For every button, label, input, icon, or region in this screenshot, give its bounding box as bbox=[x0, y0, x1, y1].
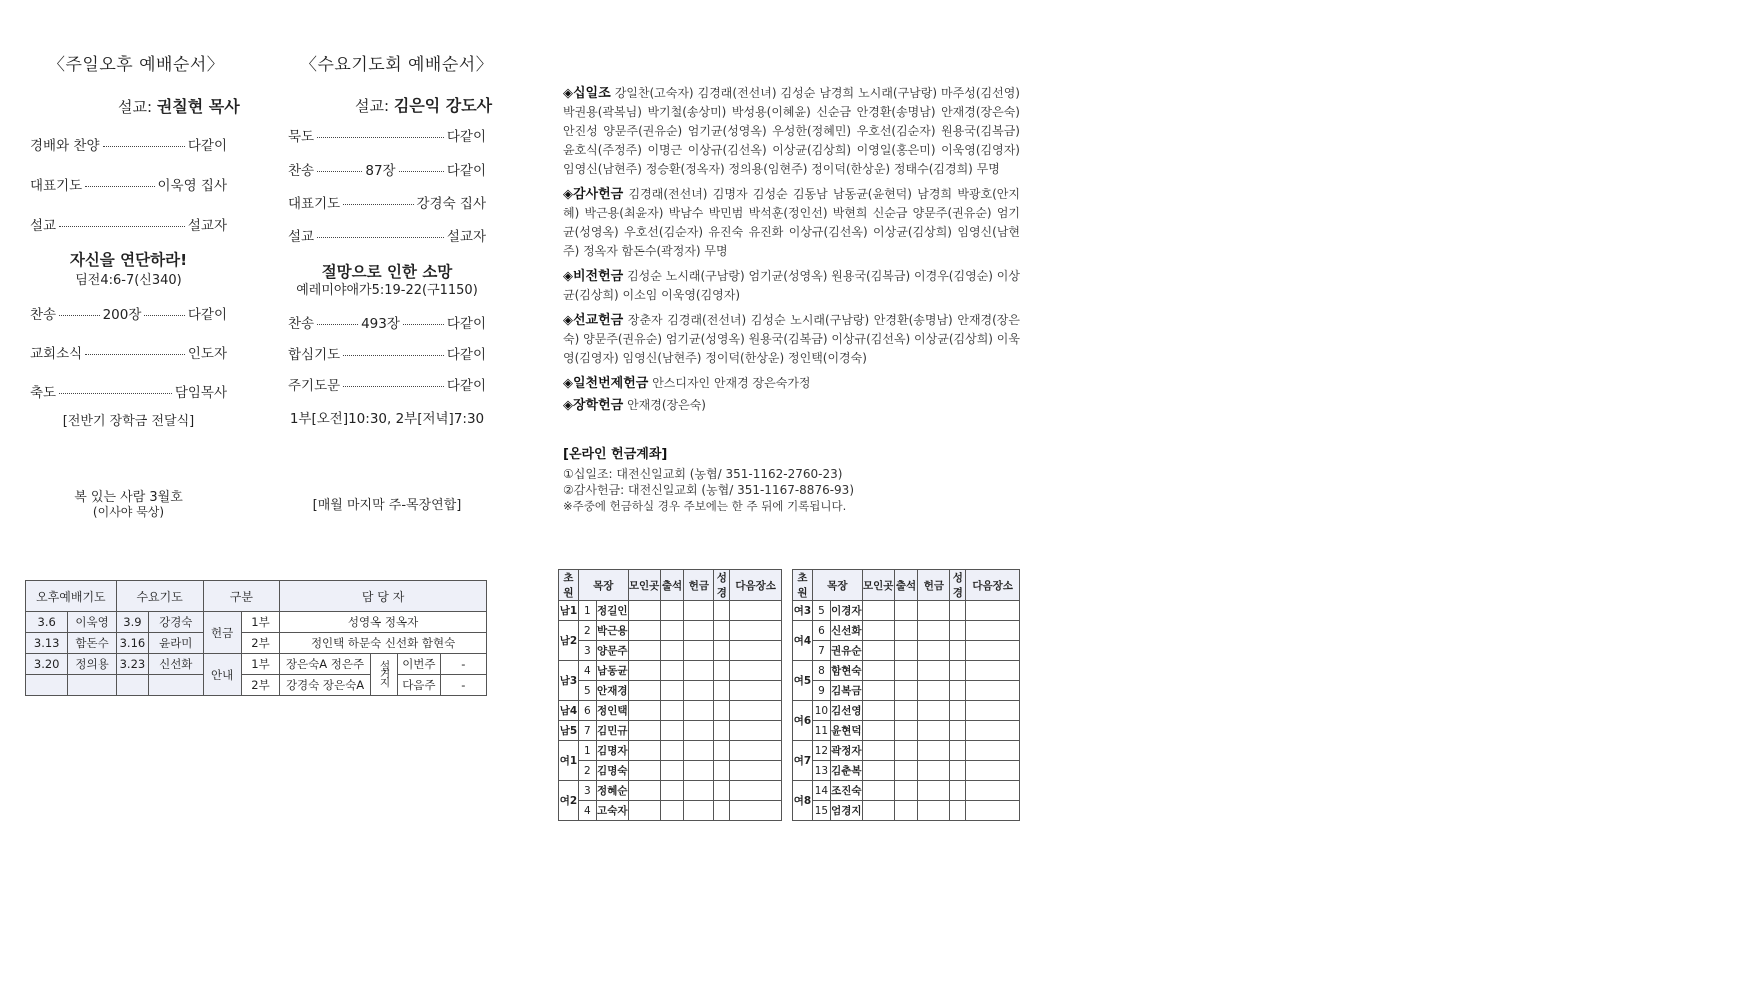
order-item-name: 경배와 찬양 bbox=[30, 138, 100, 154]
name-cell bbox=[149, 675, 203, 696]
group-number: 1 bbox=[578, 601, 596, 621]
table-row bbox=[793, 701, 1020, 721]
leader-name: 박근용 bbox=[596, 621, 628, 641]
sunday-note: [전반기 장학금 전달식] bbox=[62, 414, 195, 429]
header-cell-group: 목장 bbox=[812, 570, 862, 601]
region-cell: 여2 bbox=[559, 781, 579, 821]
sunday-speaker bbox=[118, 94, 240, 117]
dishwashing-label: 설거지 bbox=[370, 654, 397, 696]
region-cell: 여1 bbox=[559, 741, 579, 781]
offering-staff-2: 정인택 하문숙 신선화 함현숙 bbox=[280, 633, 487, 654]
date-cell: 3.9 bbox=[116, 612, 148, 633]
name-cell: 강경숙 bbox=[149, 612, 203, 633]
group-number: 13 bbox=[812, 761, 830, 781]
header-next-place: 다음장소 bbox=[966, 570, 1020, 601]
group-number: 5 bbox=[578, 681, 596, 701]
table-row bbox=[559, 661, 782, 681]
order-item-leader: 다같이 bbox=[187, 138, 227, 154]
region-cell: 남4 bbox=[559, 701, 579, 721]
order-item bbox=[30, 134, 227, 154]
header-region: 초원 bbox=[559, 570, 579, 601]
leader-name: 고숙자 bbox=[596, 801, 628, 821]
wednesday-note: [매월 마지막 주-목장연합] bbox=[312, 498, 462, 513]
online-accounts bbox=[563, 446, 1023, 514]
leader-name: 김복금 bbox=[830, 681, 862, 701]
group-number: 1 bbox=[578, 741, 596, 761]
offering-label: ◈장학헌금 bbox=[563, 398, 624, 413]
order-item bbox=[30, 381, 227, 401]
part-cell: 2부 bbox=[241, 675, 279, 696]
order-item-name: 교회소식 bbox=[30, 346, 83, 362]
sermon-title: 절망으로 인한 소망 bbox=[321, 263, 453, 281]
sermon-title: 자신을 연단하라! bbox=[69, 251, 188, 269]
order-item-leader: 다같이 bbox=[446, 316, 486, 332]
order-item bbox=[288, 125, 486, 145]
table-row bbox=[559, 781, 782, 801]
leader-name: 정혜순 bbox=[596, 781, 628, 801]
table-row bbox=[26, 675, 487, 696]
offering-label: ◈일천번제헌금 bbox=[563, 376, 649, 391]
offering-staff-1: 성영옥 정옥자 bbox=[280, 612, 487, 633]
header-bible: 성경 bbox=[950, 570, 966, 601]
order-item-leader: 다같이 bbox=[446, 347, 486, 363]
order-item-name: 설교 bbox=[288, 229, 315, 245]
leader-name: 곽정자 bbox=[830, 741, 862, 761]
group-number: 7 bbox=[578, 721, 596, 741]
leader-name: 양문주 bbox=[596, 641, 628, 661]
group-number: 2 bbox=[578, 621, 596, 641]
offering-label: ◈감사헌금 bbox=[563, 187, 624, 202]
offering-section bbox=[563, 185, 1020, 261]
table-row bbox=[793, 721, 1020, 741]
leader-name: 안재경 bbox=[596, 681, 628, 701]
group-number: 11 bbox=[812, 721, 830, 741]
attendance-table-left bbox=[558, 569, 782, 821]
group-number: 5 bbox=[812, 601, 830, 621]
name-cell: 윤라미 bbox=[149, 633, 203, 654]
offering-section bbox=[563, 84, 1020, 179]
table-row bbox=[559, 601, 782, 621]
duty-table bbox=[25, 580, 487, 696]
header-next-place: 다음장소 bbox=[730, 570, 782, 601]
leader-name: 조진숙 bbox=[830, 781, 862, 801]
order-item bbox=[30, 342, 227, 362]
order-item-name: 찬송 bbox=[288, 316, 315, 332]
order-item-leader: 이욱영 집사 bbox=[157, 178, 227, 194]
name-cell: 신선화 bbox=[149, 654, 203, 675]
group-number: 2 bbox=[578, 761, 596, 781]
table-row bbox=[559, 721, 782, 741]
table-row bbox=[559, 761, 782, 781]
speaker-name: 권칠현 목사 bbox=[156, 97, 240, 116]
group-number: 10 bbox=[812, 701, 830, 721]
group-number: 4 bbox=[578, 801, 596, 821]
order-item bbox=[288, 192, 486, 212]
leader-name: 남동균 bbox=[596, 661, 628, 681]
leader-name: 이경자 bbox=[830, 601, 862, 621]
speaker-name: 김은익 강도사 bbox=[393, 96, 493, 115]
order-item-name: 축도 bbox=[30, 385, 57, 401]
order-item-name: 합심기도 bbox=[288, 347, 341, 363]
order-item bbox=[288, 225, 486, 245]
header-meeting-place: 모인곳 bbox=[628, 570, 660, 601]
order-item-name: 찬송 bbox=[288, 163, 315, 179]
leader-name: 김명숙 bbox=[596, 761, 628, 781]
group-number: 8 bbox=[812, 661, 830, 681]
name-cell: 정의용 bbox=[68, 654, 116, 675]
account-line: ②감사헌금: 대전신일교회 (농협/ 351-1167-8876-93) bbox=[563, 483, 854, 497]
region-cell: 남1 bbox=[559, 601, 579, 621]
this-week-value: - bbox=[440, 654, 486, 675]
order-item bbox=[288, 343, 486, 363]
group-number: 7 bbox=[812, 641, 830, 661]
order-item bbox=[30, 214, 227, 234]
offering-donors: 김경래(전선녀) 김명자 김성순 김동남 남동균(윤현덕) 남경희 박광호(안지혜) 박근용(최윤자) 박남수 박민범 박석훈(정인선) 박현희 신순금 양문주(권유순) 엄기균(성영옥) 우호선(김순자) 유진숙 유진화 이상규(김선옥) 이상균(김상희) 임영신(남현주) 정옥자 함돈수(곽정자) 무명 bbox=[563, 187, 1020, 258]
group-number: 9 bbox=[812, 681, 830, 701]
hymn-number: 493장 bbox=[361, 316, 400, 332]
order-item-leader: 설교자 bbox=[446, 229, 486, 245]
offering-section bbox=[563, 311, 1020, 368]
table-row bbox=[559, 701, 782, 721]
table-row bbox=[793, 801, 1020, 821]
offering-donors: 장춘자 김경래(전선녀) 김성순 노시래(구남랑) 안경환(송명남) 안재경(장은숙) 양문주(권유순) 엄기균(성영옥) 원용국(김복금) 이상규(김선옥) 이상균(김상희) 이욱영(김영자) 임영신(남현주) 정이덕(한상운) 정인택(이경숙) bbox=[563, 313, 1020, 365]
leader-name: 정인택 bbox=[596, 701, 628, 721]
offerings-list bbox=[563, 84, 1020, 415]
guide-staff-1: 장은숙A 정은주 bbox=[280, 654, 371, 675]
blessed-subtitle: (이사야 묵상) bbox=[92, 505, 165, 519]
leader-name: 권유순 bbox=[830, 641, 862, 661]
header-meeting-place: 모인곳 bbox=[862, 570, 894, 601]
header-attendance: 출석 bbox=[894, 570, 918, 601]
table-row bbox=[793, 661, 1020, 681]
date-cell: 3.20 bbox=[26, 654, 68, 675]
offering-section bbox=[563, 374, 1020, 393]
offering-label: ◈비전헌금 bbox=[563, 269, 624, 284]
order-item-name: 찬송 bbox=[30, 307, 57, 323]
order-item-leader: 다같이 bbox=[446, 163, 487, 179]
table-row bbox=[793, 741, 1020, 761]
part-cell: 1부 bbox=[241, 612, 279, 633]
offering-donors: 안스디자인 안재경 장은숙가정 bbox=[652, 376, 811, 390]
next-week-value: - bbox=[440, 675, 486, 696]
group-number: 6 bbox=[812, 621, 830, 641]
guide-staff-2: 강경숙 장은숙A bbox=[280, 675, 371, 696]
table-row bbox=[26, 633, 487, 654]
sermon-reference: 딤전4:6-7(신340) bbox=[75, 273, 182, 288]
category-guide: 안내 bbox=[203, 654, 241, 696]
header-offering: 헌금 bbox=[918, 570, 950, 601]
header-bible: 성경 bbox=[714, 570, 730, 601]
table-row bbox=[26, 654, 487, 675]
region-cell: 여7 bbox=[793, 741, 813, 781]
table-row bbox=[559, 801, 782, 821]
header-cell-group: 목장 bbox=[578, 570, 628, 601]
leader-name: 김선영 bbox=[830, 701, 862, 721]
leader-name: 엄경지 bbox=[830, 801, 862, 821]
table-row bbox=[559, 741, 782, 761]
header-afternoon-prayer: 오후예배기도 bbox=[26, 581, 117, 612]
hymn-number: 200장 bbox=[102, 307, 142, 323]
leader-name: 윤현덕 bbox=[830, 721, 862, 741]
hymn-number: 87장 bbox=[365, 163, 396, 179]
table-row bbox=[793, 601, 1020, 621]
region-cell: 남5 bbox=[559, 721, 579, 741]
region-cell: 여6 bbox=[793, 701, 813, 741]
speaker-label: 설교: bbox=[118, 98, 153, 116]
table-row bbox=[26, 612, 487, 633]
speaker-label: 설교: bbox=[355, 97, 390, 115]
group-number: 12 bbox=[812, 741, 830, 761]
account-note: ※주중에 헌금하실 경우 주보에는 한 주 뒤에 기록됩니다. bbox=[563, 499, 847, 513]
order-item-name: 대표기도 bbox=[288, 196, 341, 212]
next-week-label: 다음주 bbox=[398, 675, 440, 696]
region-cell: 남2 bbox=[559, 621, 579, 661]
group-number: 3 bbox=[578, 781, 596, 801]
region-cell: 여3 bbox=[793, 601, 813, 621]
date-cell: 3.6 bbox=[26, 612, 68, 633]
order-item-leader: 다같이 bbox=[446, 129, 486, 145]
blessed-title: 복 있는 사람 3월호 bbox=[74, 490, 183, 505]
header-category: 구분 bbox=[203, 581, 280, 612]
table-row bbox=[793, 621, 1020, 641]
group-number: 6 bbox=[578, 701, 596, 721]
date-cell: 3.23 bbox=[116, 654, 148, 675]
region-cell: 여5 bbox=[793, 661, 813, 701]
wednesday-speaker bbox=[355, 93, 492, 116]
table-row bbox=[793, 761, 1020, 781]
order-item-name: 묵도 bbox=[288, 129, 315, 145]
header-offering: 헌금 bbox=[684, 570, 714, 601]
date-cell bbox=[26, 675, 68, 696]
table-row bbox=[559, 681, 782, 701]
region-cell: 여8 bbox=[793, 781, 813, 821]
order-item-leader: 다같이 bbox=[187, 307, 227, 323]
offering-donors: 강일찬(고숙자) 김경래(전선녀) 김성순 남경희 노시래(구남랑) 마주성(김선영) 박권용(곽복님) 박기철(송상미) 박성용(이혜윤) 신순금 안경환(송명남) 안재경(장은숙) 안진성 양문주(권유순) 엄기균(성영옥) 우성한(정혜민) 우호선(김순자) 원용국(김복금) 윤호식(주정주) 이명근 이상규(김선옥) 이상균(김상희) 이영일(홍은미) 이욱영(김영자) 임영신(남현주) 정승환(정옥자) 정의용(임현주) 정이덕(한상운) 정태수(김경희) 무명 bbox=[563, 86, 1020, 176]
date-cell bbox=[116, 675, 148, 696]
offering-section bbox=[563, 396, 1020, 415]
region-cell: 여4 bbox=[793, 621, 813, 661]
sunday-title: 〈주일오후 예배순서〉 bbox=[48, 55, 225, 75]
region-cell: 남3 bbox=[559, 661, 579, 701]
date-cell: 3.16 bbox=[116, 633, 148, 654]
leader-name: 김춘복 bbox=[830, 761, 862, 781]
table-row bbox=[793, 781, 1020, 801]
online-title: [온라인 헌금계좌] bbox=[563, 447, 668, 462]
header-attendance: 출석 bbox=[660, 570, 684, 601]
order-item-leader: 담임목사 bbox=[174, 385, 227, 401]
part-cell: 2부 bbox=[241, 633, 279, 654]
offering-label: ◈선교헌금 bbox=[563, 313, 624, 328]
table-row bbox=[559, 641, 782, 661]
order-item bbox=[288, 312, 486, 332]
group-number: 14 bbox=[812, 781, 830, 801]
leader-name: 신선화 bbox=[830, 621, 862, 641]
this-week-label: 이번주 bbox=[398, 654, 440, 675]
leader-name: 정길인 bbox=[596, 601, 628, 621]
table-row bbox=[793, 641, 1020, 661]
order-item bbox=[30, 303, 227, 323]
table-row bbox=[559, 621, 782, 641]
order-item-leader: 강경숙 집사 bbox=[416, 196, 486, 212]
order-item-name: 설교 bbox=[30, 218, 57, 234]
table-row bbox=[793, 681, 1020, 701]
order-item bbox=[30, 174, 227, 194]
category-offering: 헌금 bbox=[203, 612, 241, 654]
order-item-name: 주기도문 bbox=[288, 378, 341, 394]
part-cell: 1부 bbox=[241, 654, 279, 675]
offering-label: ◈십일조 bbox=[563, 86, 611, 101]
attendance-table-right bbox=[792, 569, 1020, 821]
order-item bbox=[288, 159, 486, 179]
offering-donors: 안재경(장은숙) bbox=[627, 398, 706, 412]
name-cell bbox=[68, 675, 116, 696]
order-item-leader: 설교자 bbox=[187, 218, 227, 234]
name-cell: 이욱영 bbox=[68, 612, 116, 633]
group-number: 3 bbox=[578, 641, 596, 661]
offering-donors: 김성순 노시래(구남랑) 엄기균(성영옥) 원용국(김복금) 이경우(김영순) 이상균(김상희) 이소임 이욱영(김영자) bbox=[563, 269, 1020, 302]
group-number: 15 bbox=[812, 801, 830, 821]
order-item bbox=[288, 374, 486, 394]
service-times: 1부[오전]10:30, 2부[저녁]7:30 bbox=[289, 411, 485, 427]
offering-section bbox=[563, 267, 1020, 305]
date-cell: 3.13 bbox=[26, 633, 68, 654]
name-cell: 함돈수 bbox=[68, 633, 116, 654]
sermon-reference: 예레미야애가5:19-22(구1150) bbox=[296, 283, 478, 298]
wednesday-title: 〈수요기도회 예배순서〉 bbox=[300, 55, 494, 75]
order-item-name: 대표기도 bbox=[30, 178, 83, 194]
header-person-in-charge: 담 당 자 bbox=[280, 581, 487, 612]
leader-name: 김민규 bbox=[596, 721, 628, 741]
leader-name: 김명자 bbox=[596, 741, 628, 761]
header-wednesday-prayer: 수요기도 bbox=[116, 581, 203, 612]
header-region: 초원 bbox=[793, 570, 813, 601]
group-number: 4 bbox=[578, 661, 596, 681]
account-line: ①십일조: 대전신일교회 (농협/ 351-1162-2760-23) bbox=[563, 467, 843, 481]
leader-name: 함현숙 bbox=[830, 661, 862, 681]
order-item-leader: 인도자 bbox=[187, 346, 227, 362]
order-item-leader: 다같이 bbox=[446, 378, 486, 394]
